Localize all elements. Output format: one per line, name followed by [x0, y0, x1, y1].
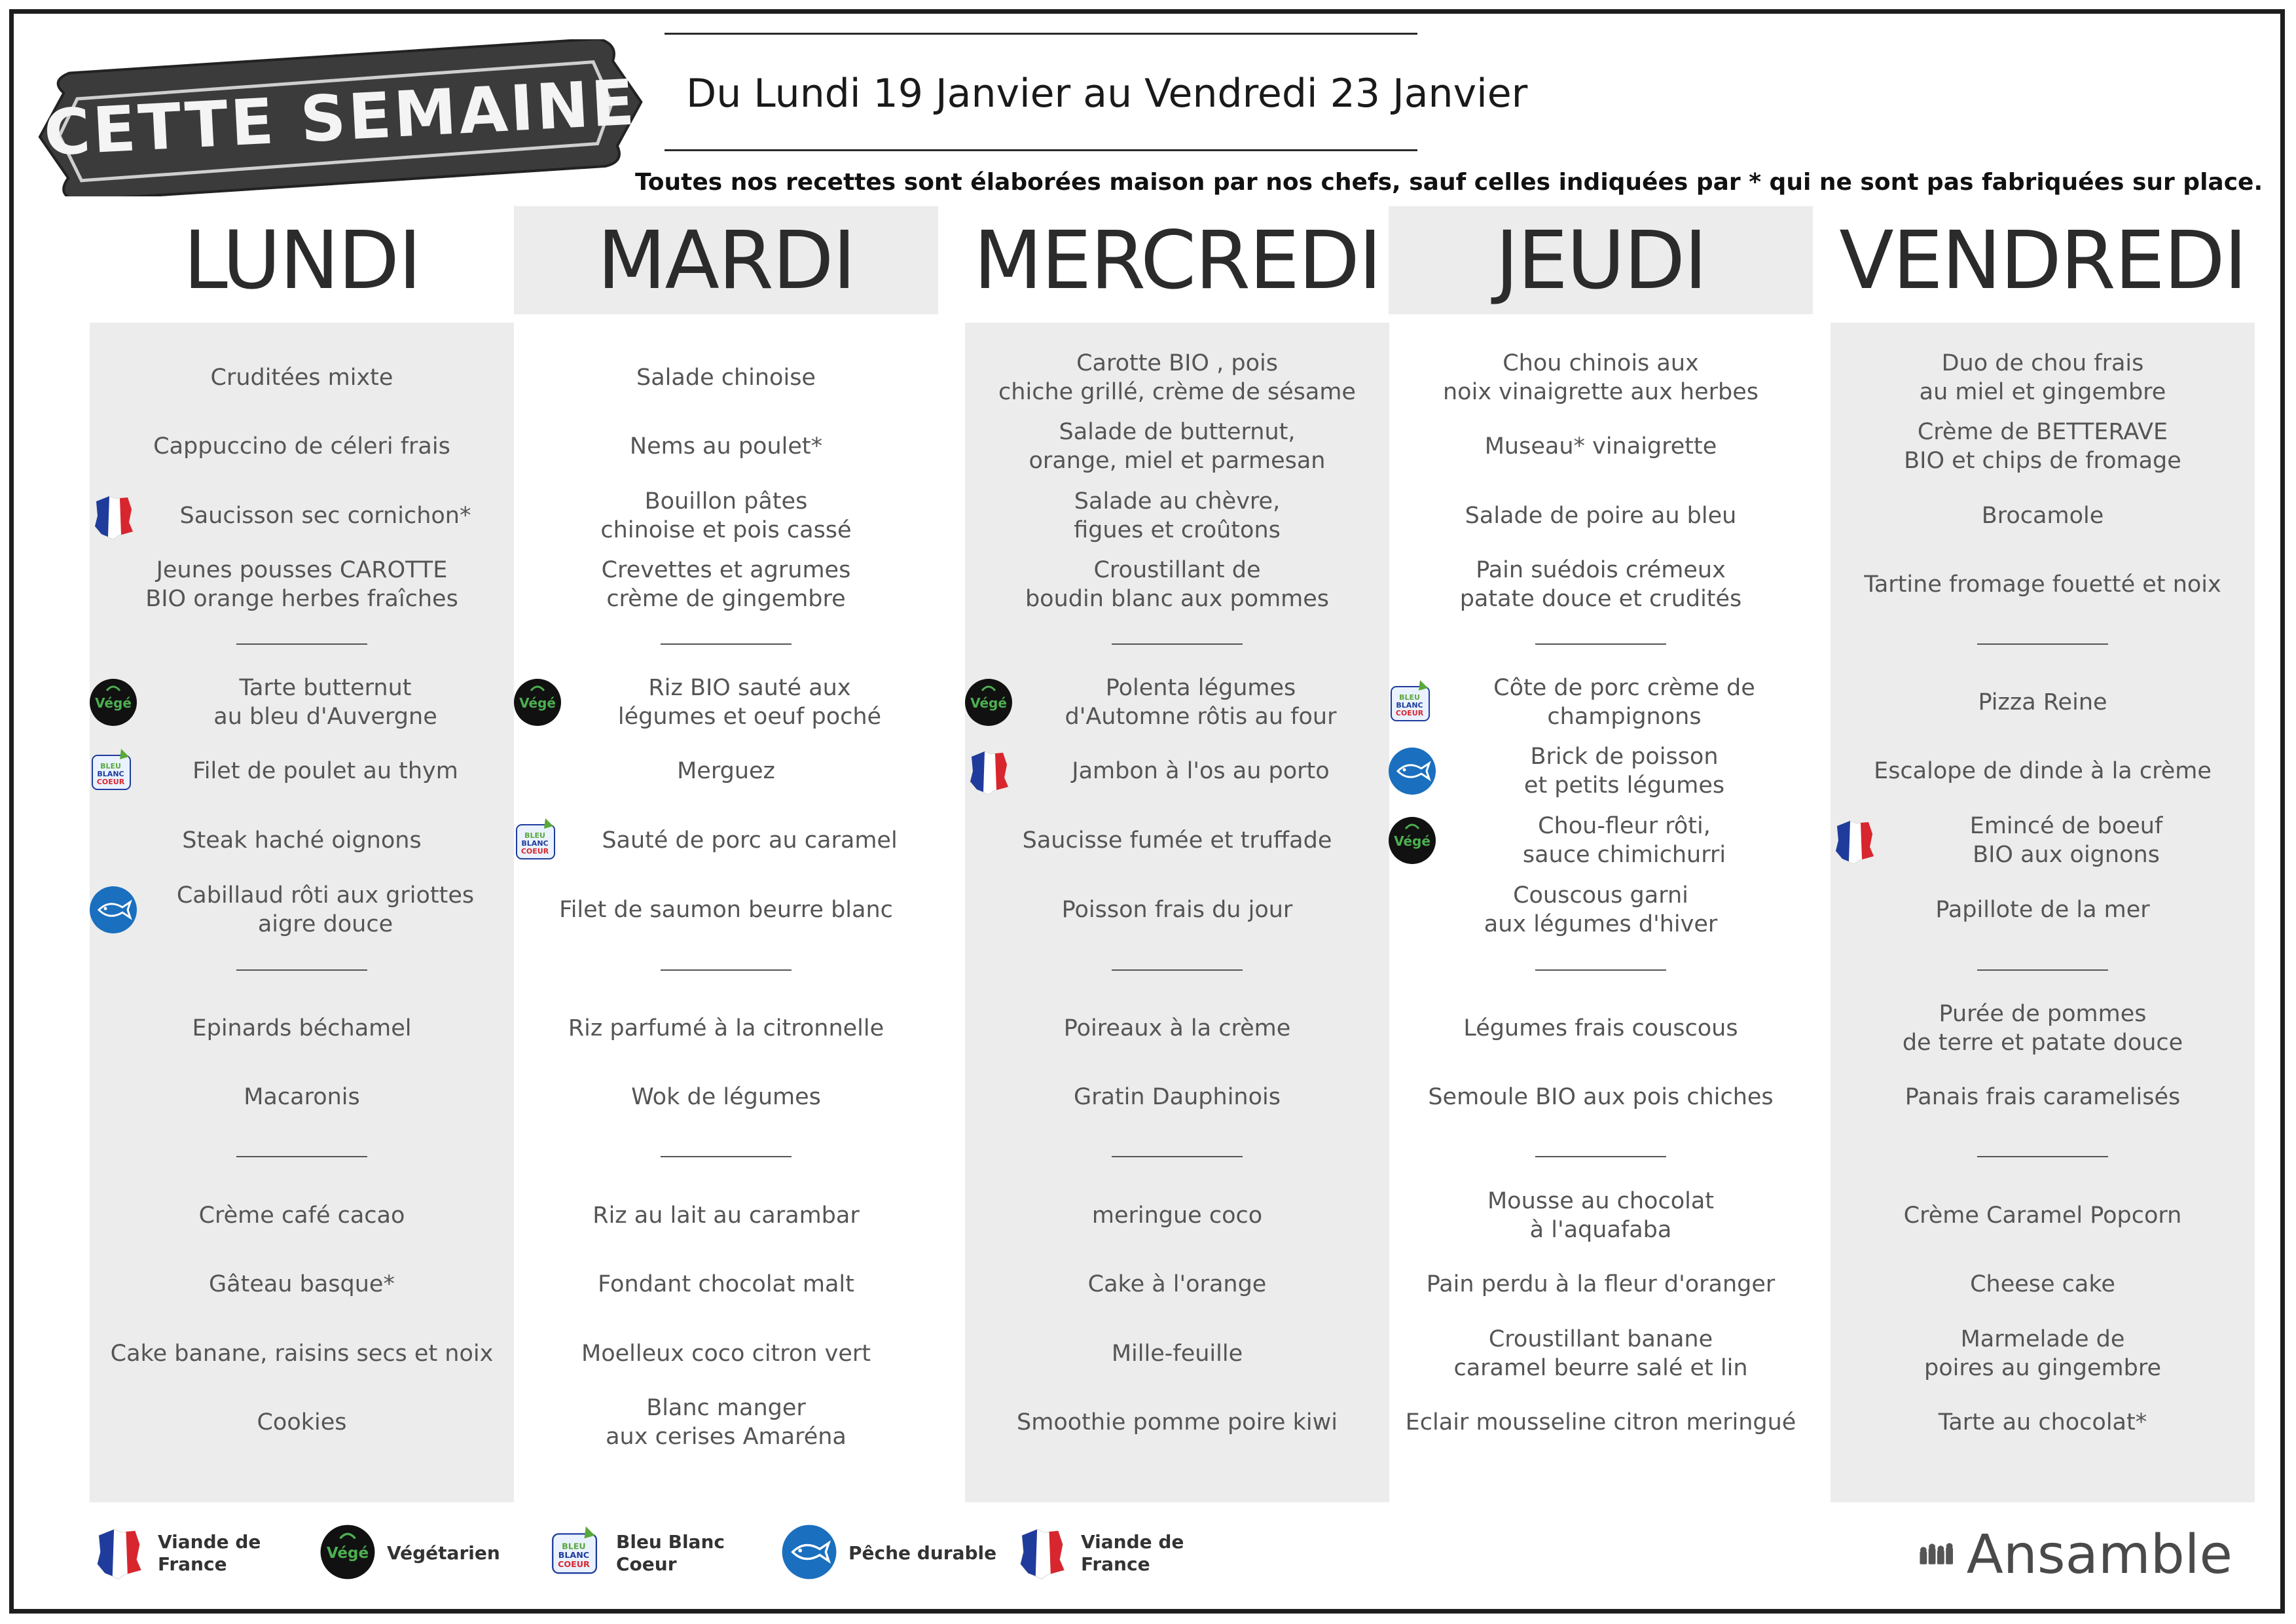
course-divider — [661, 969, 792, 971]
menu-item: Riz au lait au carambar — [592, 1202, 860, 1229]
day-heading: MERCREDI — [974, 213, 1381, 307]
french-flag-icon — [88, 1522, 149, 1585]
course-divider — [1535, 1156, 1666, 1157]
menu-item: Cabillaud rôti aux griottes aigre douce — [176, 882, 475, 937]
legend-item — [1011, 1517, 1184, 1589]
svg-text:Végé: Végé — [326, 1545, 369, 1562]
day-column-mercredi — [965, 206, 1389, 1502]
day-column-vendredi — [1831, 206, 2255, 1502]
svg-text:COEUR: COEUR — [96, 778, 125, 786]
menu-item: Bouillon pâtes chinoise et pois cassé — [600, 488, 852, 543]
menu-item: Tarte au chocolat* — [1938, 1409, 2147, 1435]
french-flag-icon — [1828, 814, 1880, 867]
menu-item: Riz BIO sauté aux légumes et oeuf poché — [617, 675, 882, 730]
menu-item: Merguez — [677, 758, 775, 784]
banner-title: CETTE SEMAINE — [42, 65, 639, 170]
legend-label: Viande de France — [158, 1531, 261, 1575]
vege-icon — [87, 676, 139, 729]
vege-icon — [1386, 814, 1438, 867]
menu-item: Filet de saumon beurre blanc — [559, 897, 893, 923]
svg-text:Végé: Végé — [95, 695, 132, 711]
menu-item: Cruditées mixte — [210, 365, 393, 391]
svg-text:BLEU: BLEU — [562, 1541, 586, 1551]
svg-text:Végé: Végé — [519, 695, 556, 711]
menu-item: Saucisse fumée et truffade — [1022, 827, 1332, 854]
menu-item: Polenta légumes d'Automne rôtis au four — [1065, 675, 1337, 730]
menu-item: Cappuccino de céleri frais — [153, 433, 450, 460]
svg-text:BLANC: BLANC — [521, 839, 549, 848]
bleu-blanc-coeur-icon — [547, 1522, 607, 1585]
menu-item: Mousse au chocolat à l'aquafaba — [1487, 1188, 1715, 1243]
header-rule-bottom — [665, 149, 1417, 151]
day-heading: JEUDI — [1389, 206, 1813, 314]
menu-item: Crème de BETTERAVE BIO et chips de fromage — [1904, 419, 2181, 474]
menu-item: Emincé de boeuf BIO aux oignons — [1969, 813, 2163, 868]
french-flag-icon — [1011, 1522, 1072, 1585]
svg-text:Végé: Végé — [970, 695, 1007, 711]
menu-item: Crème Caramel Popcorn — [1903, 1202, 2182, 1229]
menu-item: Salade au chèvre, figues et croûtons — [1074, 488, 1281, 543]
legend-label: Végétarien — [387, 1542, 500, 1564]
homemade-note: Toutes nos recettes sont élaborées maison par nos chefs, sauf celles indiquées par * qui ne sont pas fabriquées sur place. — [635, 169, 2263, 196]
course-divider — [236, 1156, 367, 1157]
menu-item: Couscous garni aux légumes d'hiver — [1484, 882, 1718, 937]
svg-text:Végé: Végé — [1394, 833, 1430, 849]
week-dates: Du Lundi 19 Janvier au Vendredi 23 Janvier — [686, 71, 1528, 117]
menu-item: Salade de butternut, orange, miel et parmesan — [1029, 419, 1326, 474]
legend-label: Pêche durable — [848, 1542, 997, 1564]
course-divider — [1977, 1156, 2108, 1157]
menu-item: Escalope de dinde à la crème — [1874, 758, 2212, 784]
menu-item: Cheese cake — [1970, 1271, 2115, 1297]
menu-item: Pain perdu à la fleur d'oranger — [1426, 1271, 1776, 1297]
menu-item: Chou chinois aux noix vinaigrette aux herbes — [1443, 350, 1758, 405]
menu-item: Jeunes pousses CAROTTE BIO orange herbes fraîches — [145, 557, 458, 612]
svg-text:BLEU: BLEU — [524, 831, 545, 840]
menu-item: meringue coco — [1091, 1202, 1263, 1229]
menu-item: Fondant chocolat malt — [598, 1271, 854, 1297]
course-divider — [1535, 969, 1666, 971]
menu-item: Duo de chou frais au miel et gingembre — [1919, 350, 2166, 405]
menu-item: Carotte BIO , pois chiche grillé, crème de sésame — [998, 350, 1356, 405]
day-heading: LUNDI — [183, 213, 421, 307]
menu-item: Jambon à l'os au porto — [1072, 758, 1330, 784]
svg-text:COEUR: COEUR — [558, 1559, 590, 1569]
brand-logo — [1918, 1519, 2232, 1591]
course-divider — [661, 1156, 792, 1157]
course-divider — [1112, 1156, 1243, 1157]
svg-text:BLANC: BLANC — [558, 1550, 590, 1561]
header-rule-top — [665, 33, 1417, 35]
legend-item — [88, 1517, 261, 1589]
svg-text:BLANC: BLANC — [97, 770, 124, 778]
menu-item: Semoule BIO aux pois chiches — [1428, 1084, 1774, 1110]
menu-item: Brick de poisson et petits légumes — [1523, 744, 1725, 799]
menu-item: Epinards béchamel — [192, 1015, 412, 1041]
french-flag-icon — [87, 490, 139, 542]
french-flag-icon — [962, 745, 1015, 797]
bleu-blanc-coeur-icon — [1386, 676, 1438, 729]
menu-item: Nems au poulet* — [629, 433, 823, 460]
legend-label: Viande de France — [1081, 1531, 1184, 1575]
fish-icon — [1386, 745, 1438, 797]
bleu-blanc-coeur-icon — [87, 745, 139, 797]
menu-item: Gratin Dauphinois — [1074, 1084, 1281, 1110]
day-heading: MARDI — [514, 206, 938, 314]
svg-text:COEUR: COEUR — [1395, 709, 1424, 717]
brand-name: Ansamble — [1966, 1523, 2232, 1586]
menu-item: Croustillant banane caramel beurre salé et lin — [1453, 1326, 1748, 1381]
menu-item: Moelleux coco citron vert — [581, 1341, 871, 1367]
menu-item: Eclair mousseline citron meringué — [1405, 1409, 1796, 1435]
day-column-jeudi — [1389, 206, 1813, 1502]
menu-item: Mille-feuille — [1111, 1341, 1243, 1367]
menu-item: Poisson frais du jour — [1061, 897, 1293, 923]
course-divider — [1112, 643, 1243, 645]
menu-item: Pizza Reine — [1978, 689, 2107, 715]
menu-item: Marmelade de poires au gingembre — [1924, 1326, 2161, 1381]
svg-text:COEUR: COEUR — [520, 847, 549, 856]
menu-item: Légumes frais couscous — [1463, 1015, 1738, 1041]
menu-item: Steak haché oignons — [182, 827, 422, 854]
fish-icon — [779, 1522, 839, 1585]
course-divider — [661, 643, 792, 645]
menu-item: Salade chinoise — [636, 365, 816, 391]
chef-hats-icon — [1918, 1528, 1960, 1581]
svg-text:BLEU: BLEU — [1399, 693, 1420, 702]
menu-item: Museau* vinaigrette — [1484, 433, 1717, 460]
menu-item: Sauté de porc au caramel — [602, 827, 898, 854]
day-column-lundi — [90, 206, 514, 1502]
vege-icon — [511, 676, 564, 729]
course-divider — [1977, 643, 2108, 645]
course-divider — [236, 643, 367, 645]
fish-icon — [87, 884, 139, 936]
menu-item: Poireaux à la crème — [1063, 1015, 1291, 1041]
menu-item: Macaronis — [244, 1084, 360, 1110]
legend-item — [779, 1517, 996, 1589]
menu-item: Salade de poire au bleu — [1465, 503, 1737, 529]
menu-item: Cake à l'orange — [1087, 1271, 1267, 1297]
day-column-mardi — [514, 206, 938, 1502]
menu-item: Pain suédois crémeux patate douce et crudités — [1459, 557, 1742, 612]
legend-label: Bleu Blanc Coeur — [616, 1531, 725, 1575]
vege-icon — [318, 1522, 378, 1585]
menu-item: Cookies — [257, 1409, 347, 1435]
course-divider — [236, 969, 367, 971]
bleu-blanc-coeur-icon — [511, 814, 564, 867]
menu-item: Cake banane, raisins secs et noix — [110, 1341, 494, 1367]
legend-item — [318, 1517, 500, 1589]
menu-item: Côte de porc crème de champignons — [1493, 675, 1755, 730]
menu-item: Blanc manger aux cerises Amaréna — [606, 1395, 847, 1450]
svg-text:BLEU: BLEU — [100, 762, 121, 770]
menu-item: Purée de pommes de terre et patate douce — [1902, 1001, 2183, 1056]
day-heading: VENDREDI — [1839, 213, 2246, 307]
menu-item: Panais frais caramelisés — [1904, 1084, 2181, 1110]
menu-item: Saucisson sec cornichon* — [179, 503, 471, 529]
menu-item: Gâteau basque* — [209, 1271, 395, 1297]
menu-item: Croustillant de boudin blanc aux pommes — [1025, 557, 1330, 612]
menu-item: Crevettes et agrumes crème de gingembre — [601, 557, 851, 612]
vege-icon — [962, 676, 1015, 729]
menu-item: Crème café cacao — [198, 1202, 405, 1229]
menu-item: Brocamole — [1981, 503, 2104, 529]
this-week-banner — [26, 39, 655, 196]
menu-item: Filet de poulet au thym — [192, 758, 458, 784]
course-divider — [1977, 969, 2108, 971]
course-divider — [1112, 969, 1243, 971]
menu-item: Wok de légumes — [631, 1084, 821, 1110]
legend-item — [547, 1517, 725, 1589]
menu-item: Smoothie pomme poire kiwi — [1017, 1409, 1338, 1435]
menu-item: Chou-fleur rôti, sauce chimichurri — [1522, 813, 1726, 868]
menu-item: Riz parfumé à la citronnelle — [568, 1015, 884, 1041]
menu-item: Tarte butternut au bleu d'Auvergne — [213, 675, 437, 730]
svg-text:BLANC: BLANC — [1396, 701, 1423, 710]
course-divider — [1535, 643, 1666, 645]
menu-item: Papillote de la mer — [1935, 897, 2150, 923]
menu-item: Tartine fromage fouetté et noix — [1864, 571, 2221, 598]
